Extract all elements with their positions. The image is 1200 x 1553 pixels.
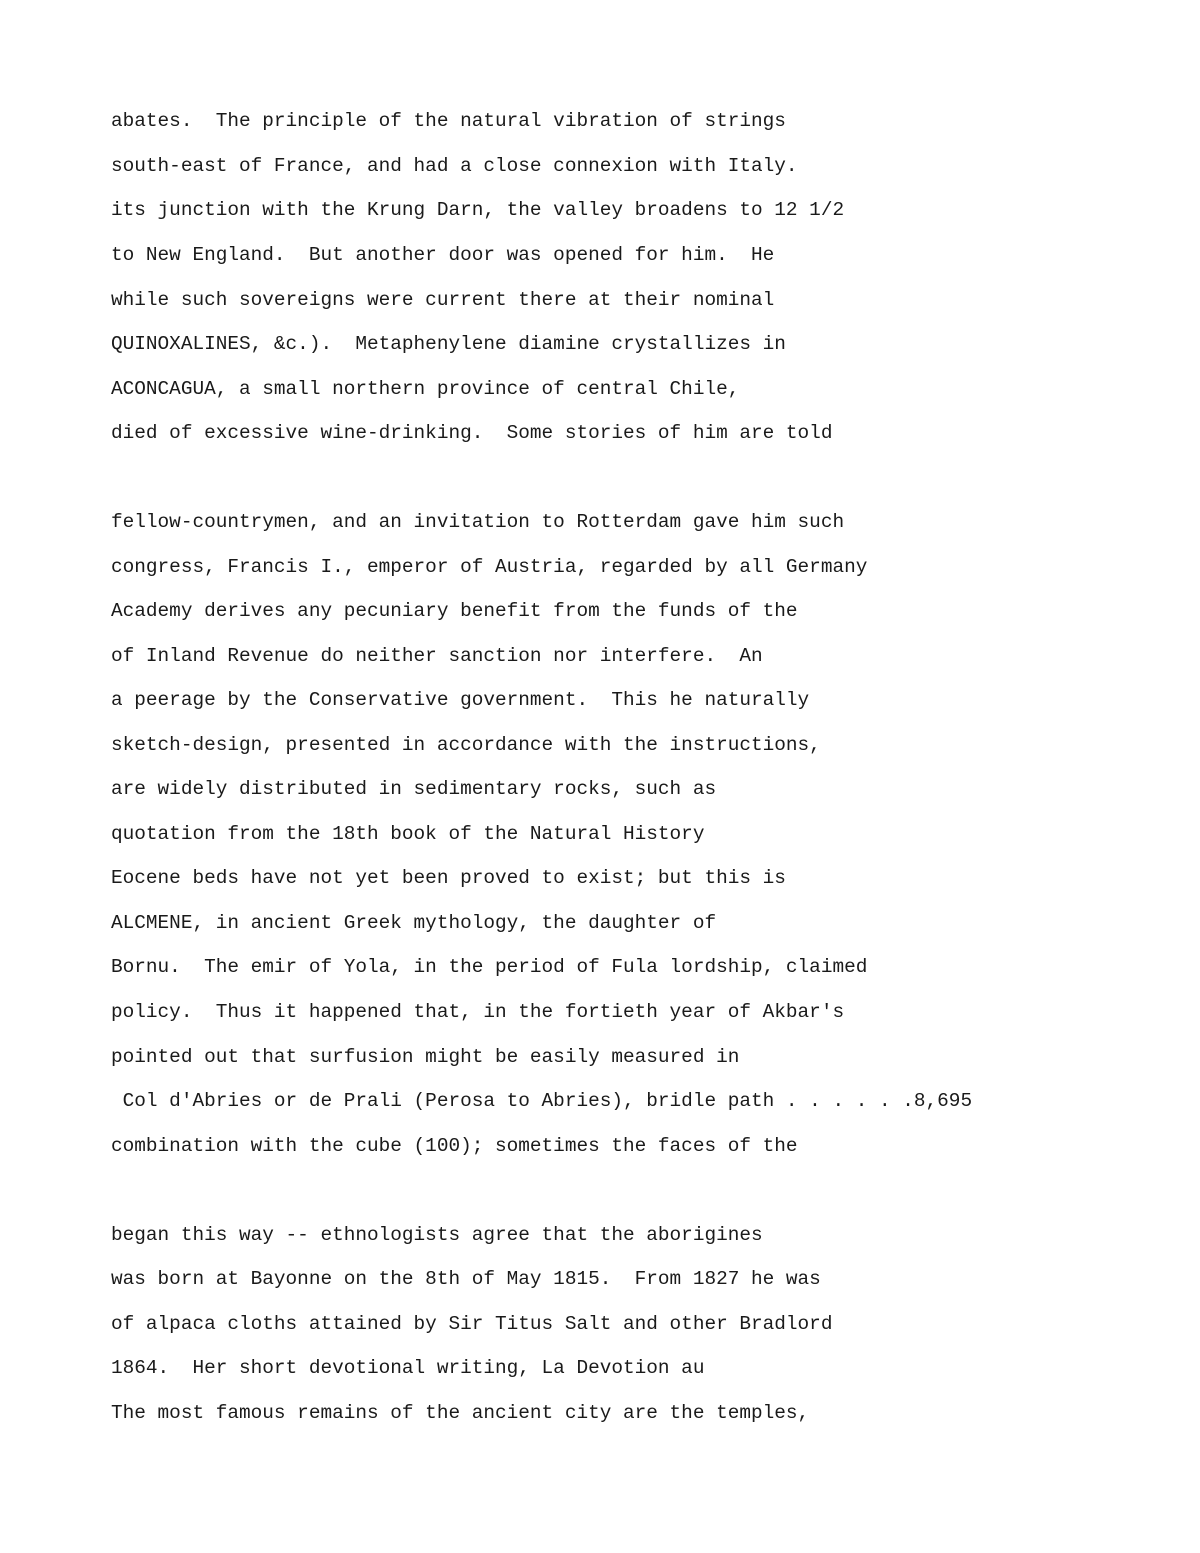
text-line: of alpaca cloths attained by Sir Titus Salt and other Bradlord: [111, 1313, 833, 1335]
text-line: 1864. Her short devotional writing, La Devotion au: [111, 1357, 705, 1379]
text-line: combination with the cube (100); sometimes the faces of the: [111, 1135, 798, 1157]
text-line: south-east of France, and had a close connexion with Italy.: [111, 155, 798, 177]
text-line: Eocene beds have not yet been proved to exist; but this is: [111, 867, 786, 889]
text-line: ALCMENE, in ancient Greek mythology, the daughter of: [111, 912, 717, 934]
text-line: pointed out that surfusion might be easily measured in: [111, 1046, 740, 1068]
text-line: abates. The principle of the natural vibration of strings: [111, 110, 786, 132]
text-line: Col d'Abries or de Prali (Perosa to Abries), bridle path . . . . . .8,695: [111, 1090, 973, 1112]
text-line: quotation from the 18th book of the Natural History: [111, 823, 705, 845]
text-line: Bornu. The emir of Yola, in the period of Fula lordship, claimed: [111, 956, 868, 978]
text-line: congress, Francis I., emperor of Austria, regarded by all Germany: [111, 556, 868, 578]
text-line: while such sovereigns were current there at their nominal: [111, 289, 775, 311]
text-line: sketch-design, presented in accordance with the instructions,: [111, 734, 821, 756]
text-line: a peerage by the Conservative government. This he naturally: [111, 689, 810, 711]
text-line: was born at Bayonne on the 8th of May 1815. From 1827 he was: [111, 1268, 821, 1290]
text-line: QUINOXALINES, &c.). Metaphenylene diamine crystallizes in: [111, 333, 786, 355]
text-line: Academy derives any pecuniary benefit from the funds of the: [111, 600, 798, 622]
text-line: The most famous remains of the ancient city are the temples,: [111, 1402, 810, 1424]
text-line: are widely distributed in sedimentary rocks, such as: [111, 778, 717, 800]
text-line: policy. Thus it happened that, in the fortieth year of Akbar's: [111, 1001, 845, 1023]
text-line: to New England. But another door was opened for him. He: [111, 244, 775, 266]
text-line: died of excessive wine-drinking. Some stories of him are told: [111, 422, 833, 444]
text-line: ACONCAGUA, a small northern province of central Chile,: [111, 378, 740, 400]
text-line: began this way -- ethnologists agree that the aborigines: [111, 1224, 763, 1246]
text-line: its junction with the Krung Darn, the valley broadens to 12 1/2: [111, 199, 845, 221]
text-line: fellow-countrymen, and an invitation to Rotterdam gave him such: [111, 511, 845, 533]
text-line: of Inland Revenue do neither sanction nor interfere. An: [111, 645, 763, 667]
